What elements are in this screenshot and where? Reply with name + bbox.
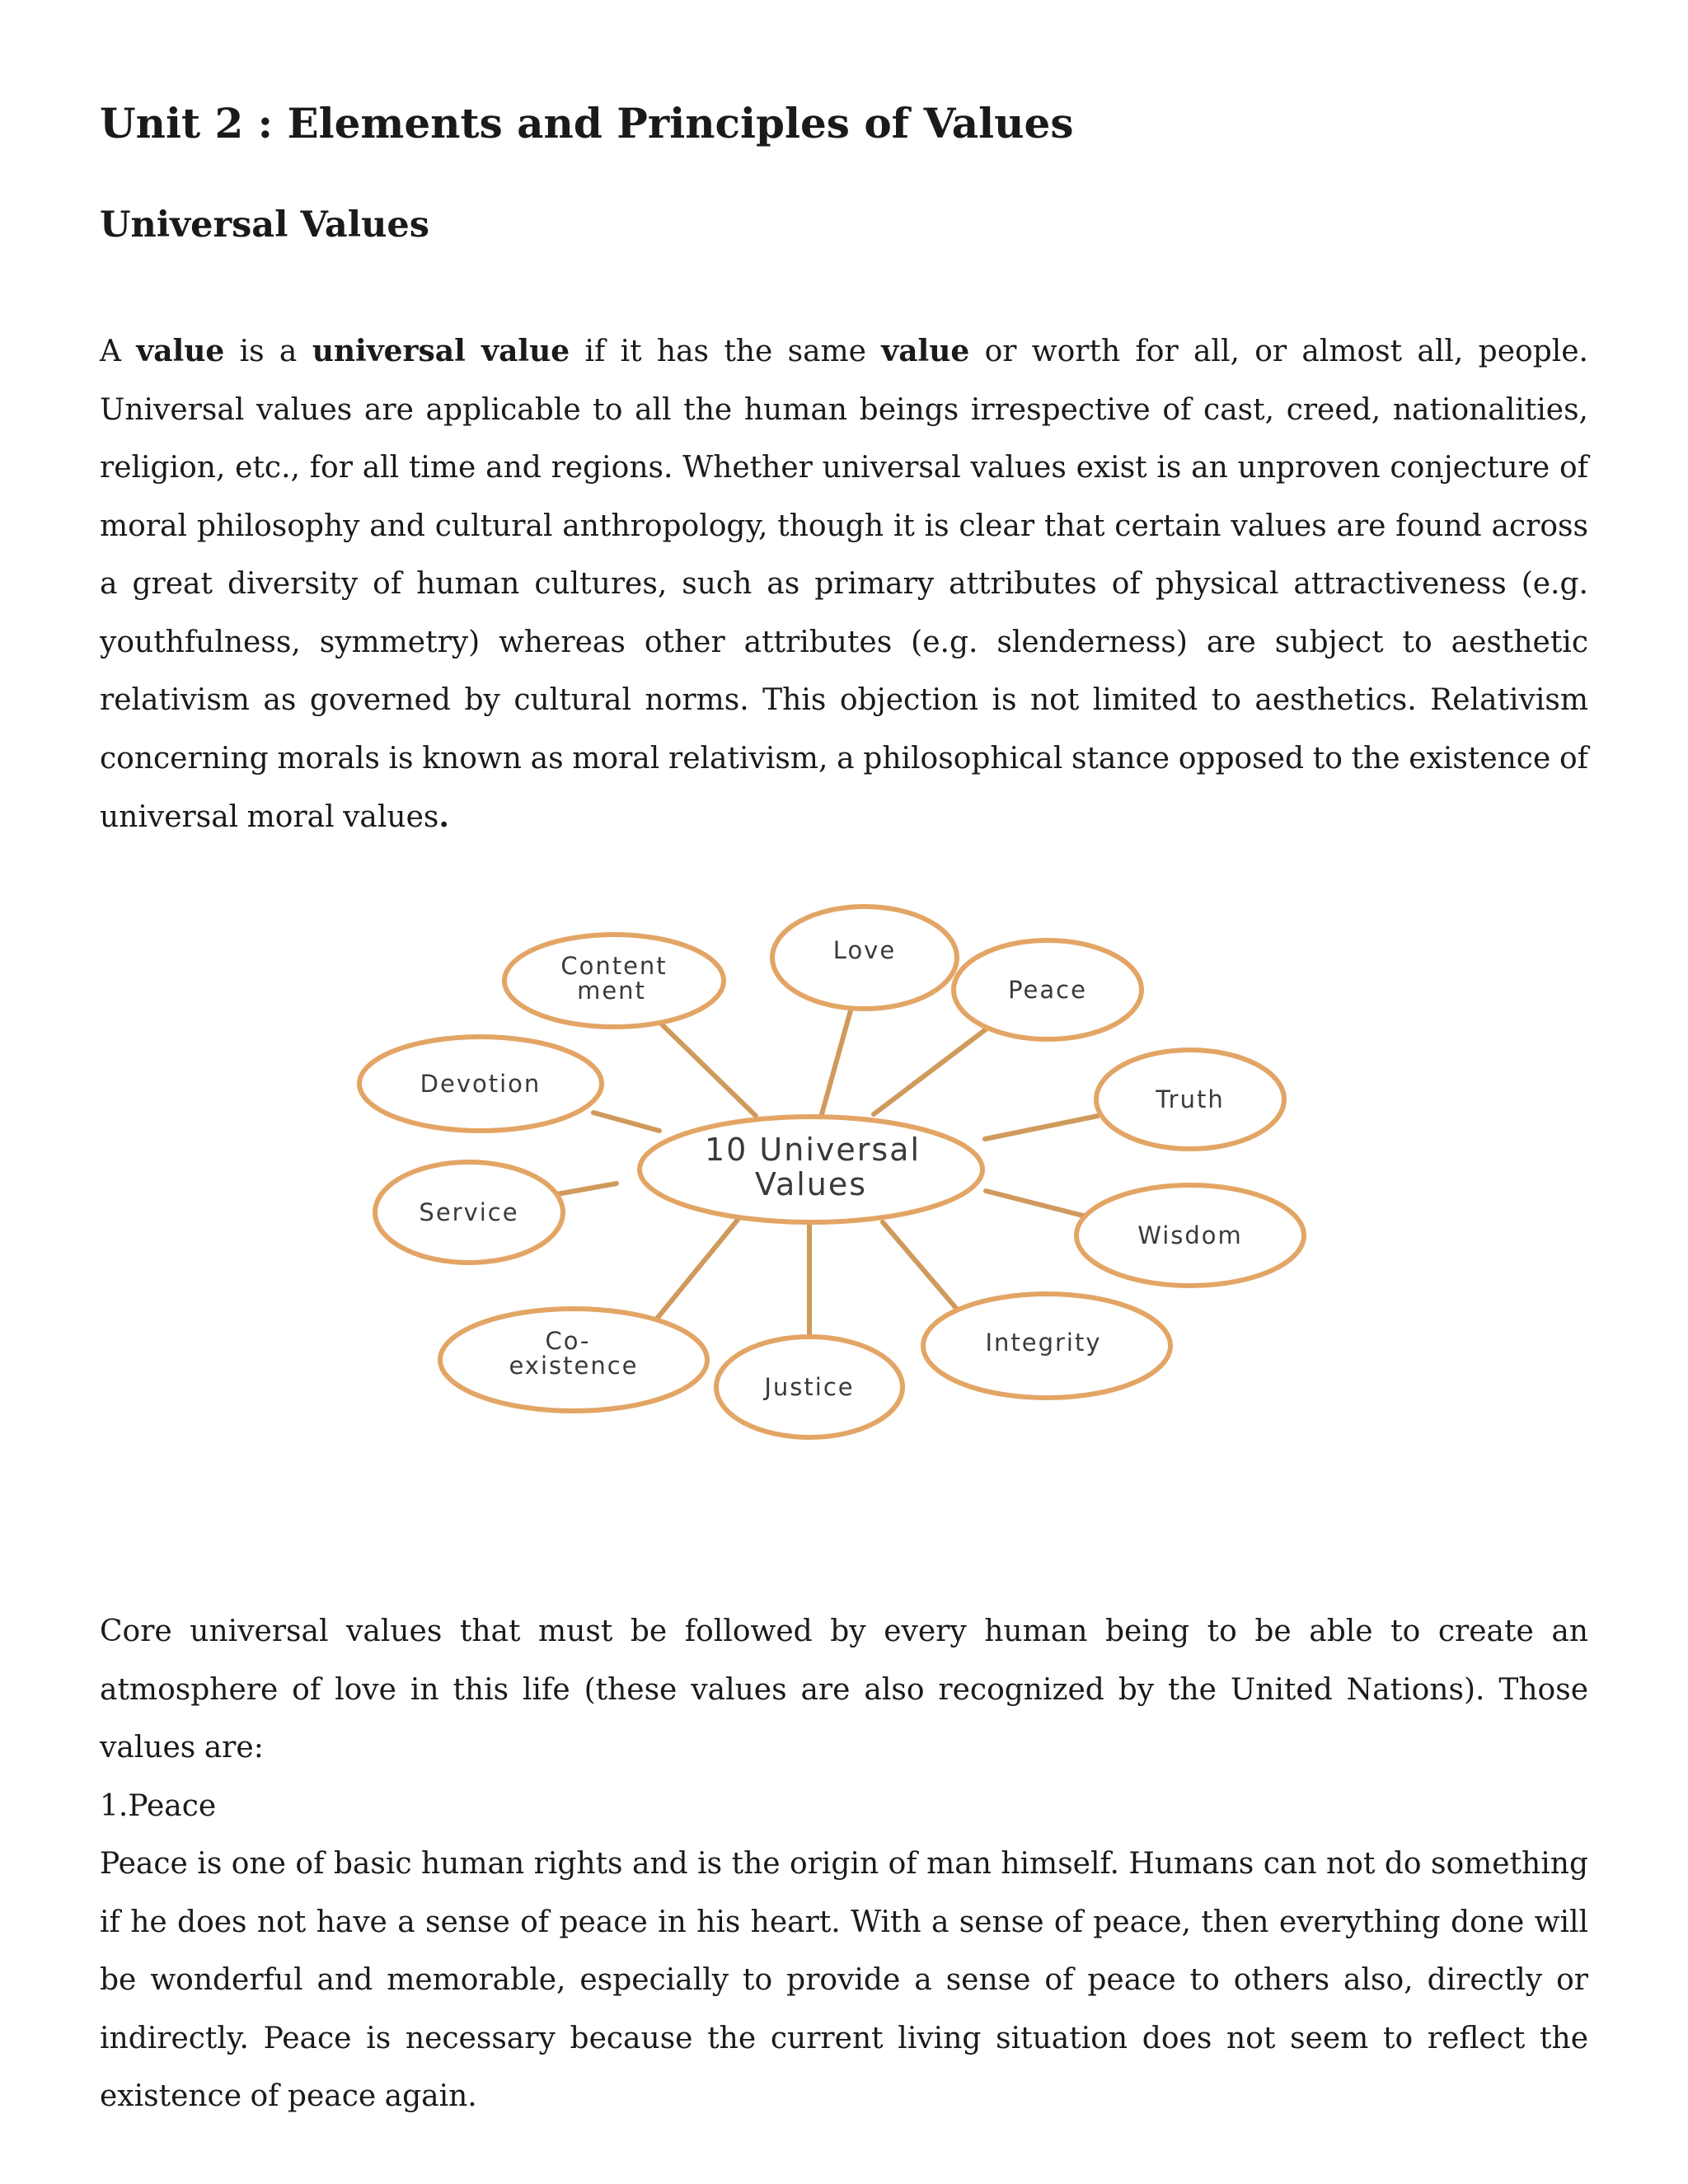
bubble-contentment-line2: ment	[577, 977, 646, 1005]
intro-bold-value-2: value	[881, 334, 970, 368]
bubble-truth-label: Truth	[1156, 1085, 1225, 1113]
bubble-love-label: Love	[832, 936, 897, 964]
bubble-love	[772, 907, 957, 1009]
bubble-integrity	[923, 1294, 1170, 1398]
list-item-peace-heading: 1.Peace	[100, 1789, 217, 1823]
intro-paragraph	[100, 322, 1588, 847]
bubble-truth	[1096, 1050, 1284, 1149]
intro-period: .	[438, 799, 449, 834]
section-title: Universal Values	[100, 204, 429, 246]
bubble-peace-label: Peace	[1008, 976, 1087, 1004]
core-values-paragraph: Core universal values that must be followed by every human being to be able to create an atmosphere of love in this life (these values are also recognized by the United Nations). Those values are:	[100, 1615, 1588, 1765]
spoke-wisdom	[986, 1191, 1086, 1216]
bubble-integrity-label: Integrity	[985, 1329, 1102, 1357]
bubble-service	[375, 1162, 563, 1263]
bubble-coexistence-line2: existence	[509, 1352, 639, 1380]
spoke-contentment	[661, 1024, 756, 1116]
intro-text-if-same: if it has the same	[570, 335, 882, 368]
center-label-line1: 10 Universal	[704, 1132, 921, 1168]
intro-bold-universal-value: universal value	[312, 334, 570, 368]
unit-title: Unit 2 : Elements and Principles of Values	[100, 99, 1074, 148]
bubble-peace	[954, 940, 1142, 1039]
intro-bold-value: value	[136, 334, 225, 368]
center-node	[640, 1117, 982, 1222]
bubble-contentment	[504, 935, 724, 1027]
universal-values-diagram	[346, 898, 1335, 1459]
bubble-coexistence	[440, 1309, 707, 1411]
bubble-contentment-line1: Content	[560, 952, 668, 980]
bubble-devotion-label: Devotion	[420, 1070, 542, 1098]
spoke-love	[822, 1010, 851, 1114]
spoke-devotion	[593, 1113, 659, 1131]
intro-text-is-a: is a	[224, 335, 312, 368]
bubble-justice	[716, 1337, 903, 1437]
bubble-wisdom	[1076, 1185, 1304, 1286]
spoke-service	[552, 1183, 617, 1195]
spoke-truth	[985, 1116, 1098, 1139]
intro-text-a: A	[100, 335, 137, 368]
bubble-devotion	[359, 1037, 602, 1131]
center-label-line2: Values	[754, 1166, 868, 1202]
spoke-peace	[874, 1027, 989, 1114]
bubble-coexistence-line1: Co-	[545, 1327, 591, 1355]
list-item-peace-text: Peace is one of basic human rights and is the origin of man himself. Humans can not do something if he does not have a sense of peace in his heart. With a sense of peace, then everything done will be wonderful and memorable, especially to provide a sense of peace to others also, directly or indirectly. Peace is necessary because the current living situation does not seem to reflect the existence of peace again.	[100, 1847, 1588, 2113]
bubble-wisdom-label: Wisdom	[1137, 1221, 1243, 1249]
bubble-justice-label: Justice	[764, 1373, 855, 1401]
bubble-service-label: Service	[419, 1198, 519, 1226]
intro-text-rest: or worth for all, or almost all, people. Universal values are applicable to all the human beings irrespective of cast, creed, nationalities, religion, etc., for all time and regions. Whether universal values exist is an unproven conjecture of moral philosophy and cultural anthropology, though it is clear that certain values are found across a great diversity of human cultures, such as primary attributes of physical attractiveness (e.g. youthfulness, symmetry) whereas other attributes (e.g. slenderness) are subject to aesthetic relativism as governed by cultural norms. This objection is not limited to aesthetics. Relativism concerning morals is known as moral relativism, a philosophical stance opposed to the existence of universal moral values	[100, 335, 1588, 834]
